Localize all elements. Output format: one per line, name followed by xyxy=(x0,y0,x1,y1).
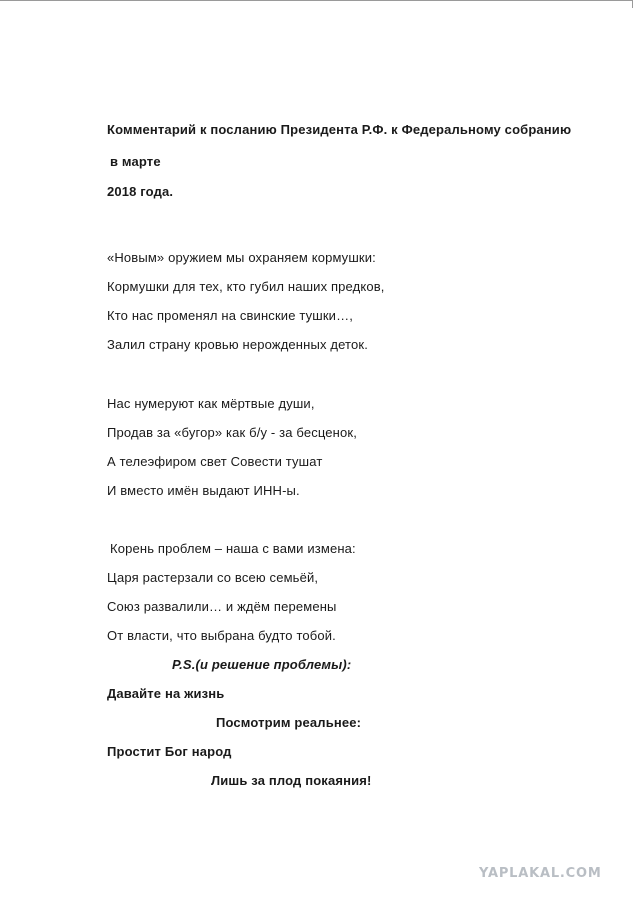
site-watermark: YAPLAKAL.COM xyxy=(479,866,602,881)
page-right-border xyxy=(632,0,633,8)
page-top-border xyxy=(0,0,632,1)
ps-line2: Посмотрим реальнее: xyxy=(216,715,362,730)
stanza2-line1: Нас нумеруют как мёртвые души, xyxy=(107,396,315,411)
stanza1-line1: «Новым» оружием мы охраняем кормушки: xyxy=(107,250,376,265)
stanza1-line2: Кормушки для тех, кто губил наших предков, xyxy=(107,279,385,294)
ps-line3: Простит Бог народ xyxy=(107,744,232,759)
stanza1-line4: Залил страну кровью нерожденных деток. xyxy=(107,337,368,352)
stanza3-line4: От власти, что выбрана будто тобой. xyxy=(107,628,336,643)
ps-line1: Давайте на жизнь xyxy=(107,686,225,701)
stanza3-line1: Корень проблем – наша с вами измена: xyxy=(110,541,356,556)
ps-title: P.S.(и решение проблемы): xyxy=(172,657,352,672)
header-date-year: 2018 года. xyxy=(107,184,174,199)
stanza2-line2: Продав за «бугор» как б/у - за бесценок, xyxy=(107,425,357,440)
stanza2-line3: А телеэфиром свет Совести тушат xyxy=(107,454,323,469)
stanza1-line3: Кто нас променял на свинские тушки…, xyxy=(107,308,353,323)
stanza3-line3: Союз развалили… и ждём перемены xyxy=(107,599,337,614)
stanza2-line4: И вместо имён выдают ИНН-ы. xyxy=(107,483,300,498)
stanza3-line2: Царя растерзали со всею семьёй, xyxy=(107,570,319,585)
header-title: Комментарий к посланию Президента Р.Ф. к Федеральному собранию xyxy=(107,122,572,137)
ps-line4: Лишь за плод покаяния! xyxy=(211,773,372,788)
header-date-month: в марте xyxy=(110,154,161,169)
